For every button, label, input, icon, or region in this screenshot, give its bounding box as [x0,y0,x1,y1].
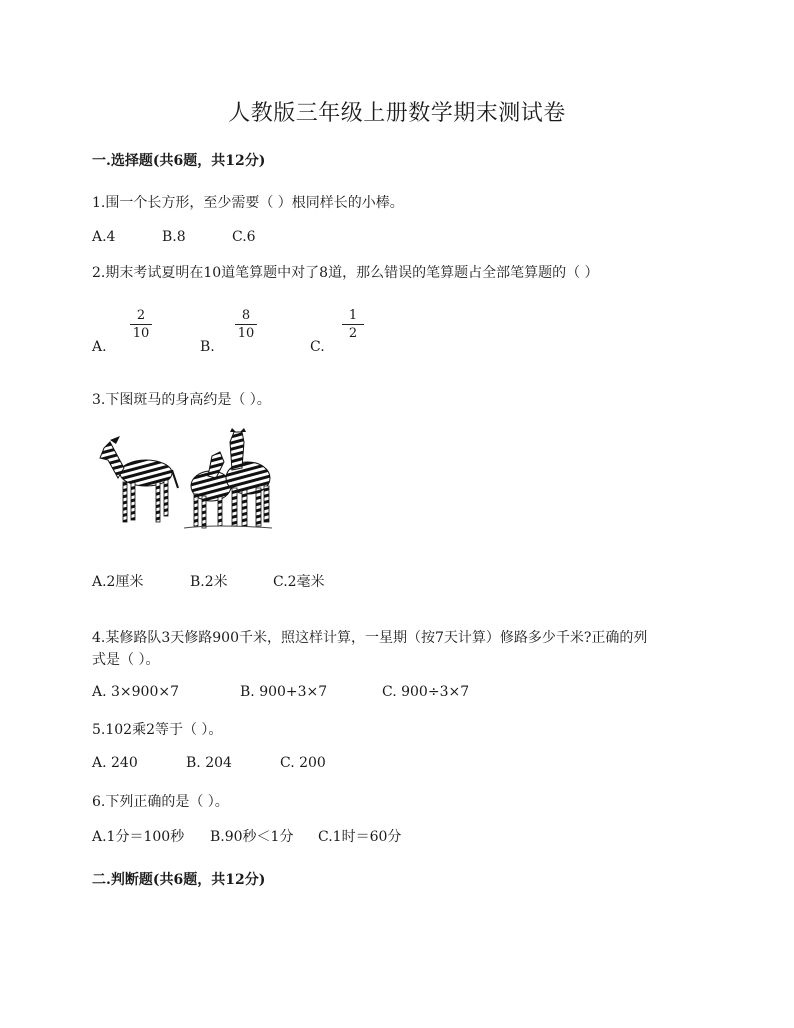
q4-option-c: C. 900÷3×7 [382,684,470,700]
fraction-denominator: 2 [348,326,358,341]
question-1: 1.围一个长方形，至少需要（ ）根同样长的小棒。 [92,195,404,211]
section-heading-choice: 一.选择题(共6题，共12分) [92,153,266,169]
q2-option-c-label: C. [310,339,325,355]
q1-option-c: C.6 [232,229,256,245]
zebra-left [100,436,178,522]
fraction-denominator: 10 [237,326,255,341]
question-4-line-1: 4.某修路队3天修路900千米，照这样计算，一星期（按7天计算）修路多少千米?正确的列 [92,630,648,646]
question-3: 3.下图斑马的身高约是（ ）。 [92,392,271,408]
zebra-middle [191,452,231,528]
question-4-line-2: 式是（ ）。 [92,652,160,668]
fraction-bar [235,324,257,325]
q1-option-b: B.8 [162,229,186,245]
q2-option-c-fraction [340,308,366,341]
q6-option-b: B.90秒＜1分 [210,829,294,845]
q5-option-c: C. 200 [280,755,326,771]
q6-option-a: A.1分＝100秒 [92,829,185,845]
q2-option-b-fraction [233,308,259,341]
section-heading-judgement: 二.判断题(共6题，共12分) [92,872,266,888]
zebra-right [226,428,270,526]
q2-option-a-label: A. [92,339,107,355]
q4-option-a: A. 3×900×7 [92,684,180,700]
q1-option-a: A.4 [92,229,116,245]
question-5: 5.102乘2等于（ ）。 [92,722,223,738]
question-2: 2.期末考试夏明在10道笔算题中对了8道，那么错误的笔算题占全部笔算题的（ ） [92,265,599,281]
q5-option-b: B. 204 [186,755,232,771]
question-6: 6.下列正确的是（ ）。 [92,794,229,810]
q5-option-a: A. 240 [92,755,138,771]
q2-option-a-fraction [128,308,154,341]
fraction-numerator: 8 [241,308,251,323]
zebra-illustration [96,428,276,532]
q3-option-b: B.2米 [190,574,228,590]
fraction-denominator: 10 [132,326,150,341]
q3-option-c: C.2毫米 [273,574,325,590]
fraction-bar [130,324,152,325]
q4-option-b: B. 900+3×7 [240,684,328,700]
q2-option-b-label: B. [200,339,215,355]
fraction-numerator: 2 [136,308,146,323]
fraction-bar [342,324,364,325]
page-title: 人教版三年级上册数学期末测试卷 [228,101,566,126]
q6-option-c: C.1时＝60分 [318,829,402,845]
q3-option-a: A.2厘米 [92,574,144,590]
fraction-numerator: 1 [348,308,358,323]
